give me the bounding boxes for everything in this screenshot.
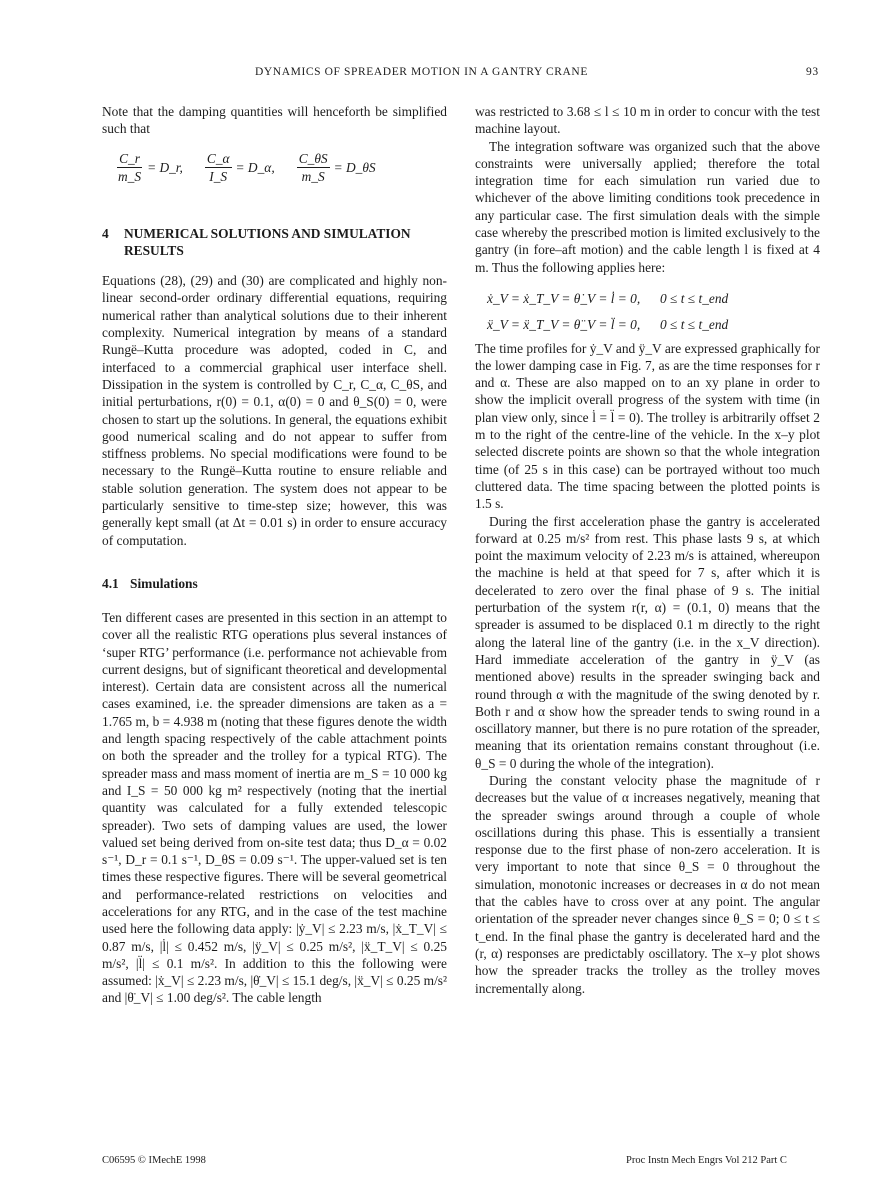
damping-equations [116,150,447,186]
condition-line [475,290,820,307]
equation-rhs: = D_r, [147,159,183,175]
body-paragraph: Equations (28), (29) and (30) are complicated and highly non-linear second-order ordinary differential equations, requiring numerical rather than analytical solutions due to their inherent complexity. Numerical integration by means of a standard Rungë–Kutta procedure was adopted, coded in C, and interfaced to a commercial graphical user interface shell. Dissipation in the system is controlled by C_r, C_α, C_θS, and initial perturbations, r(0) = 0.1, α(0) = 0 and θ_S(0) = 0, were chosen to start up the solutions. In general, the equations exhibit good numerical scaling and do not appear to suffer from stiffness problems. No special modifications were found to be necessary to the Rungë–Kutta routine to ensure reliable and stable solution generation. The system does not appear to be particularly sensitive to time-step size; however, this was generally kept small (at Δt = 0.01 s) in order to ensure accuracy of computation. [102,273,447,548]
fraction-numerator: C_θS [297,150,330,168]
fraction-denominator: m_S [301,168,325,184]
equation-rhs: = D_α, [235,159,275,175]
condition-lhs: ẋ_V = ẋ_T_V = θ̇_V = l̇ = 0, [487,290,641,306]
body-paragraph: The integration software was organized such that the above constraints were universally applied; therefore the total integration time for each simulation run varied due to whichever of the above limiting conditions took precedence in any particular case. The first simulation deals with the simple case whereby the prescribed motion is limited exclusively to the gantry (in fore–aft motion) and the cable length l is fixed at 4 m. Thus the following applies here: [475,138,820,275]
left-column [102,103,447,1007]
condition-lhs: ẍ_V = ẍ_T_V = θ̈_V = l̈ = 0, [487,317,641,333]
section-heading [102,225,447,259]
equation-term [205,150,275,186]
fraction [205,150,232,186]
right-column [475,103,820,997]
equation-term [116,150,183,186]
condition-rhs: 0 ≤ t ≤ t_end [660,317,729,333]
fraction-denominator: I_S [209,168,228,184]
fraction [116,150,143,186]
running-title: DYNAMICS OF SPREADER MOTION IN A GANTRY CRANE [255,66,588,78]
page-number: 93 [806,66,819,78]
body-paragraph: During the constant velocity phase the magnitude of r decreases but the value of α increases negatively, meaning that the spreader swings around through a couple of whole oscillations during this phase. This is essentially a transient response due to the first phase of non-zero acceleration. It is very important to note that since θ_S = 0 throughout the simulation, monotonic increases or decreases in α do not mean that the cables have to cross over at any point. The angular orientation of the spreader never changes since θ_S = 0; 0 ≤ t ≤ t_end. In the final phase the gantry is decelerated hard and the (r, α) responses are predictably oscillatory. The x–y plot shows how the spreader tracks the trolley as the trolley moves incrementally along. [475,772,820,996]
motion-conditions [475,290,820,334]
section-title: NUMERICAL SOLUTIONS AND SIMULATION RESULTS [124,226,411,259]
footer-journal: Proc Instn Mech Engrs Vol 212 Part C [626,1155,787,1166]
equation-term [297,150,376,186]
spacer [102,259,447,272]
footer-copyright: C06595 © IMechE 1998 [102,1155,206,1166]
condition-line [475,316,820,333]
body-paragraph: Ten different cases are presented in this section in an attempt to cover all the realistic RTG operations plus several instances of ‘super RTG’ performance (i.e. performance not achievable from current designs, but of significant theoretical and developmental interest). Certain data are consistent across all the numerical cases examined, i.e. the spreader dimensions are taken as a = 1.765 m, b = 4.938 m (noting that these figures denote the width and length spacing respectively of the cable attachment points on both the spreader and the trolley for a typical RTG). The spreader mass and mass moment of inertia are m_S = 10 000 kg and I_S = 50 000 kg m² respectively (noting that the inertial quantity was calculated for a fully extended telescopic spreader). Two sets of damping values are used, the lower valued set being derived from on-site test data; thus D_α = 0.02 s⁻¹, D_r = 0.1 s⁻¹, D_θS = 0.09 s⁻¹. The upper-valued set is ten times these respective figures. There will be several geometrical and performance-related restrictions on velocities and accelerations for any RTG, and in the case of the test machine used here the following data apply: |ẏ_V| ≤ 2.23 m/s, |ẋ_T_V| ≤ 0.87 m/s, |l̇| ≤ 0.452 m/s, |ÿ_V| ≤ 0.25 m/s², |ẍ_T_V| ≤ 0.25 m/s², |l̈| ≤ 0.1 m/s². In addition to this the following were assumed: |ẋ_V| ≤ 2.23 m/s, |θ̇_V| ≤ 15.1 deg/s, |ẍ_V| ≤ 0.25 m/s² and |θ̈_V| ≤ 1.00 deg/s². The cable length [102,609,448,1006]
fraction-numerator: C_r [117,150,142,168]
subsection-heading [102,575,447,592]
body-paragraph: was restricted to 3.68 ≤ l ≤ 10 m in order to concur with the test machine layout. [475,104,820,137]
fraction-numerator: C_α [205,150,232,168]
body-paragraph: During the first acceleration phase the gantry is accelerated forward at 0.25 m/s² from rest. This phase lasts 9 s, at which point the maximum velocity of 2.23 m/s is attained, whereupon the machine is held at that speed for 7 s, after which it is decelerated to zero over the final phase of 9 s. The initial perturbation of the system r(r, α) = (0.1, 0) means that the spreader is assumed to be displaced 0.1 m directly to the right along the lateral line of the gantry (i.e. in the x_V direction). Hard immediate acceleration of the gantry in ÿ_V (as mentioned above) results in the spreader swinging back and round through α with the magnitude of the swing denoted by r. Both r and α show how the spreader tends to swing round in a oscillatory manner, but there is no pure rotation of the spreader, meaning that its orientation remains constant throughout (i.e. θ_S = 0 during the whole of the integration). [475,513,820,771]
equation-rhs: = D_θS [333,159,376,175]
fraction-denominator: m_S [118,168,142,184]
fraction [297,150,330,186]
subsection-number: 4.1 [102,575,119,591]
condition-rhs: 0 ≤ t ≤ t_end [660,290,729,306]
intro-paragraph: Note that the damping quantities will henceforth be simplified such that [102,104,447,137]
section-number: 4 [102,226,109,242]
body-paragraph: The time profiles for ẏ_V and ÿ_V are expressed graphically for the lower damping case in Fig. 7, as are the time responses for r and α. These are also mapped on to an xy plane in order to show the implicit overall progress of the system with time (in plan view only, since l̇ = l̈ = 0). The trolley is arbitrarily offset 2 m to the right of the centre-line of the vehicle. In the x–y plot selected discrete points are shown so that the whole integration time (of 25 s in this case) can be portrayed without too much cluttered data. The time spacing between the plotted points is 1.5 s. [475,340,820,512]
subsection-title: Simulations [130,575,198,591]
